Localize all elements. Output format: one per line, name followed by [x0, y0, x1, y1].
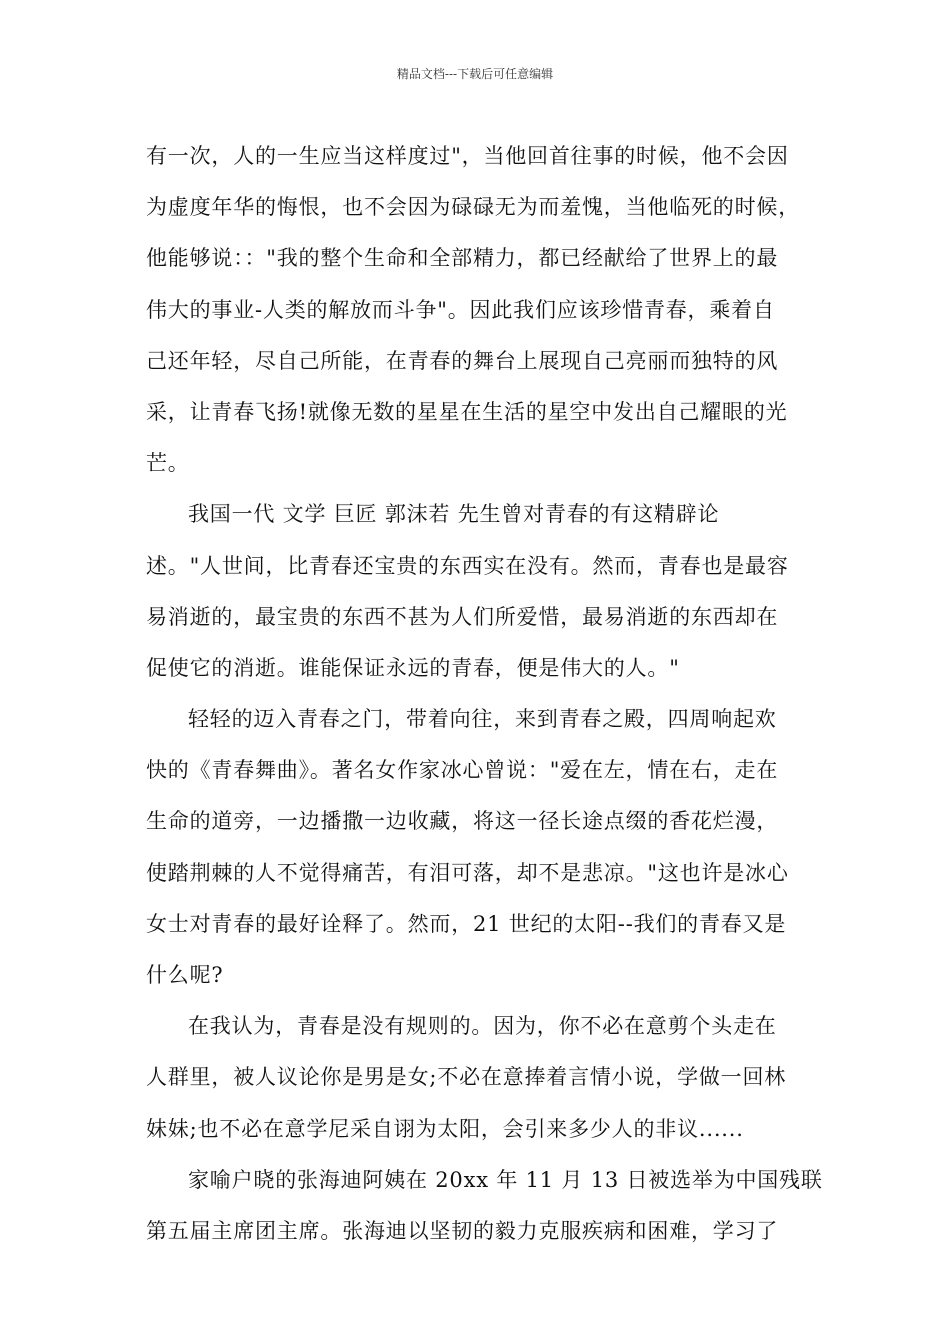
text-line: 快的《青春舞曲》。著名女作家冰心曾说："爱在左，情在右，走在	[146, 758, 779, 783]
text-line: 妹妹;也不必在意学尼采自诩为太阳，会引来多少人的非议......	[146, 1116, 744, 1141]
text-line: 人群里，被人议论你是男是女;不必在意捧着言情小说，学做一回林	[146, 1065, 787, 1090]
text-line: 什么呢?	[146, 963, 224, 987]
text-line: 生命的道旁，一边播撒一边收藏，将这一径长途点缀的香花烂漫，	[146, 809, 779, 834]
text-line: 轻轻的迈入青春之门，带着向往，来到青春之殿，四周响起欢	[188, 707, 777, 732]
text-line: 女士对青春的最好诠释了。然而，21 世纪的太阳--我们的青春又是	[146, 911, 787, 936]
text-line: 芒。	[146, 451, 190, 476]
text-line: 我国一代 文学 巨匠 郭沫若 先生曾对青春的有这精辟论	[188, 502, 720, 527]
document-body	[146, 131, 823, 1257]
text-line: 在我认为，青春是没有规则的。因为，你不必在意剪个头走在	[188, 1014, 777, 1039]
paragraph	[146, 489, 814, 694]
text-line: 采，让青春飞扬!就像无数的星星在生活的星空中发出自己耀眼的光	[146, 399, 788, 424]
text-line: 他能够说：："我的整个生命和全部精力，都已经献给了世界上的最	[146, 246, 779, 271]
paragraph	[146, 1155, 823, 1257]
text-line: 第五届主席团主席。张海迪以坚韧的毅力克服疾病和困难，学习了	[146, 1218, 779, 1243]
text-line: 己还年轻，尽自己所能，在青春的舞台上展现自己亮丽而独特的风	[146, 348, 779, 373]
paragraph	[146, 1001, 814, 1155]
text-line: 家喻户晓的张海迪阿姨在 20xx 年 11 月 13 日被选举为中国残联	[188, 1167, 823, 1192]
paragraph	[146, 694, 814, 1001]
text-line: 伟大的事业-人类的解放而斗争"。因此我们应该珍惜青春，乘着自	[146, 297, 775, 322]
text-line: 使踏荆棘的人不觉得痛苦，有泪可落，却不是悲凉。"这也许是冰心	[146, 860, 789, 885]
text-line: 述。"人世间，比青春还宝贵的东西实在没有。然而，青春也是最容	[146, 553, 789, 578]
paragraph	[146, 131, 814, 489]
page-header: 精品文档---下载后可任意编辑	[396, 67, 554, 81]
text-line: 有一次，人的一生应当这样度过"，当他回首往事的时候，他不会因	[146, 144, 789, 168]
text-line: 易消逝的，最宝贵的东西不甚为人们所爱惜，最易消逝的东西却在	[146, 604, 779, 629]
text-line: 促使它的消逝。谁能保证永远的青春，便是伟大的人。"	[146, 655, 680, 680]
text-line: 为虚度年华的悔恨，也不会因为碌碌无为而羞愧，当他临死的时候，	[146, 195, 800, 220]
